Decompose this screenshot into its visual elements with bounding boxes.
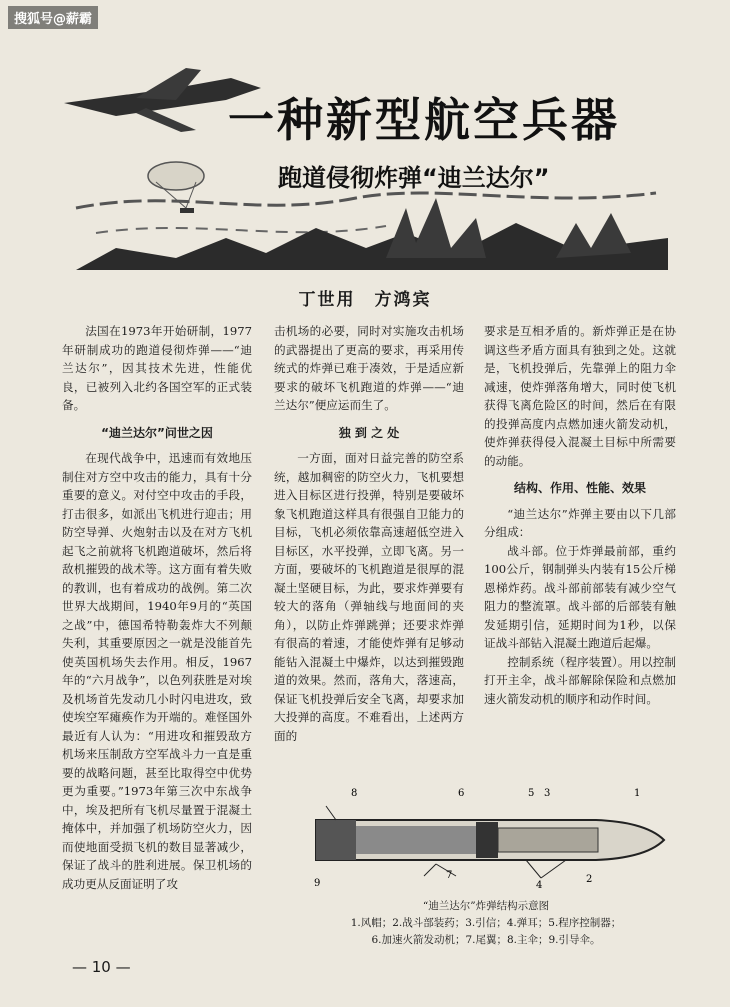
page-number: — 10 — <box>72 958 131 976</box>
diagram-caption-line: 1.风帽；2.战斗部装药；3.引信；4.弹耳；5.程序控制器； <box>350 917 622 929</box>
column-2 <box>274 322 464 745</box>
authors: 丁世用 方鸿宾 <box>298 290 432 310</box>
column-3 <box>484 322 676 708</box>
section-heading-features: 独 到 之 处 <box>338 425 400 440</box>
watermark: 搜狐号@薪霸 <box>8 6 98 29</box>
diagram-caption-title: “迪兰达尔”炸弹结构示意图 <box>422 900 550 912</box>
diagram-label: 3 <box>544 788 551 799</box>
section-heading-structure: 结构、作用、性能、效果 <box>513 481 646 495</box>
diagram-label: 7 <box>446 870 453 881</box>
body-paragraph: “迪兰达尔”炸弹主要由以下几部分组成： <box>484 506 676 539</box>
diagram-label: 5 <box>528 788 535 799</box>
section-heading-origin: “迪兰达尔”问世之因 <box>101 425 213 440</box>
diagram-caption <box>296 898 676 949</box>
bomb-structure-diagram <box>296 778 676 890</box>
article-subtitle: 跑道侵彻炸弹“迪兰达尔” <box>278 164 550 192</box>
body-paragraph: 控制系统（程序装置）。用以控制打开主伞，战斗部解除保险和点燃加速火箭发动机的顺序和动作时间。 <box>484 654 676 706</box>
article-title: 一种新型航空兵器 <box>228 93 620 147</box>
body-paragraph: 击机场的必要，同时对实施攻击机场的武器提出了更高的要求，再采用传统式的炸弹已难于凑效，于是适应新要求的破坏飞机跑道的炸弹——“迪兰达尔”便应运而生了。 <box>274 324 464 412</box>
parachute-icon <box>148 162 204 190</box>
body-paragraph: 战斗部。位于炸弹最前部，重约100公斤，钢制弹头内装有15公斤梯恩梯炸药。战斗部前部装有减少空气阻力的整流罩。战斗部的后部装有触发延期引信，延期时间为1秒，以保证战斗部钻入混凝土跑道后起爆。 <box>484 543 676 650</box>
diagram-label: 9 <box>314 878 321 889</box>
body-paragraph: 要求是互相矛盾的。新炸弹正是在协调这些矛盾方面具有独到之处。这就是，飞机投弹后，先靠弹上的阻力伞减速，使炸弹落角增大，同时使飞机获得飞离危险区的时间，然后在有限的投弹高度内点燃加速火箭发动机，使炸弹获得侵入混凝土目标中所需要的动能。 <box>484 324 676 468</box>
diagram-label: 4 <box>536 880 543 890</box>
diagram-label: 2 <box>586 874 593 885</box>
diagram-label: 8 <box>351 788 358 799</box>
column-1 <box>62 322 252 893</box>
diagram-caption-line: 6.加速火箭发动机；7.尾翼；8.主伞；9.引导伞。 <box>371 934 601 946</box>
diagram-label: 6 <box>458 788 465 799</box>
intro-paragraph: 法国在1973年开始研制，1977年研制成功的跑道侵彻炸弹——“迪兰达尔”，因其技术先进，性能优良，已被列入北约各国空军的正式装备。 <box>62 324 252 412</box>
body-paragraph: 一方面，面对日益完善的防空系统，越加稠密的防空火力，飞机要想进入目标区进行投弹，特别是要破坏象飞机跑道这样具有很强自卫能力的目标，飞机必须依靠高速超低空进入目标区，水平投弹，立即飞离。另一方面，要破坏的飞机跑道是很厚的混凝土坚硬目标，为此，要求炸弹要有较大的落角（弹轴线与地面间的夹角），以防止炸弹跳弹；还要求炸弹有很高的着速，才能使炸弹有足够动能钻入混凝土中爆炸，以达到摧毁跑道的效果。然而，落角大，落速高，保证飞机投弹后安全飞离，却要求加大投弹的高度。不难看出，上述两方面的 <box>274 451 464 743</box>
diagram-label: 1 <box>634 788 641 799</box>
body-paragraph: 在现代战争中，迅速而有效地压制住对方空中攻击的能力，具有十分重要的意义。对付空中攻击的手段，打击很多，如派出飞机进行迎击；用防空导弹、火炮射击以及在对方飞机起飞之前就将飞机跑道破坏，然后将敌机摧毁的战术等。这方面有着失败的教训，也有着成功的战例。第二次世界大战期间，1940年9月的“英国之战”中，德国希特勒轰炸大不列颠失利，其重要原因之一就是没能首先使英国机场失去作用。相反，1967年的“六月战争”，以色列获胜是对埃及机场首先发动几小时闪电进攻，致使埃空军瘫痪作为开端的。难怪国外最近有人认为：“用进攻和摧毁敌方机场来压制敌方空军战斗力一直是重要的战略问题，甚至比取得空中优势更为重要。”1973年第三次中东战争中，埃及把所有飞机尽量置于混凝土掩体中，并加强了机场防空火力，因而使地面受损飞机的数目显著减少，保证了战斗的胜利进展。保卫机场的成功更从反面证明了攻 <box>62 451 252 891</box>
